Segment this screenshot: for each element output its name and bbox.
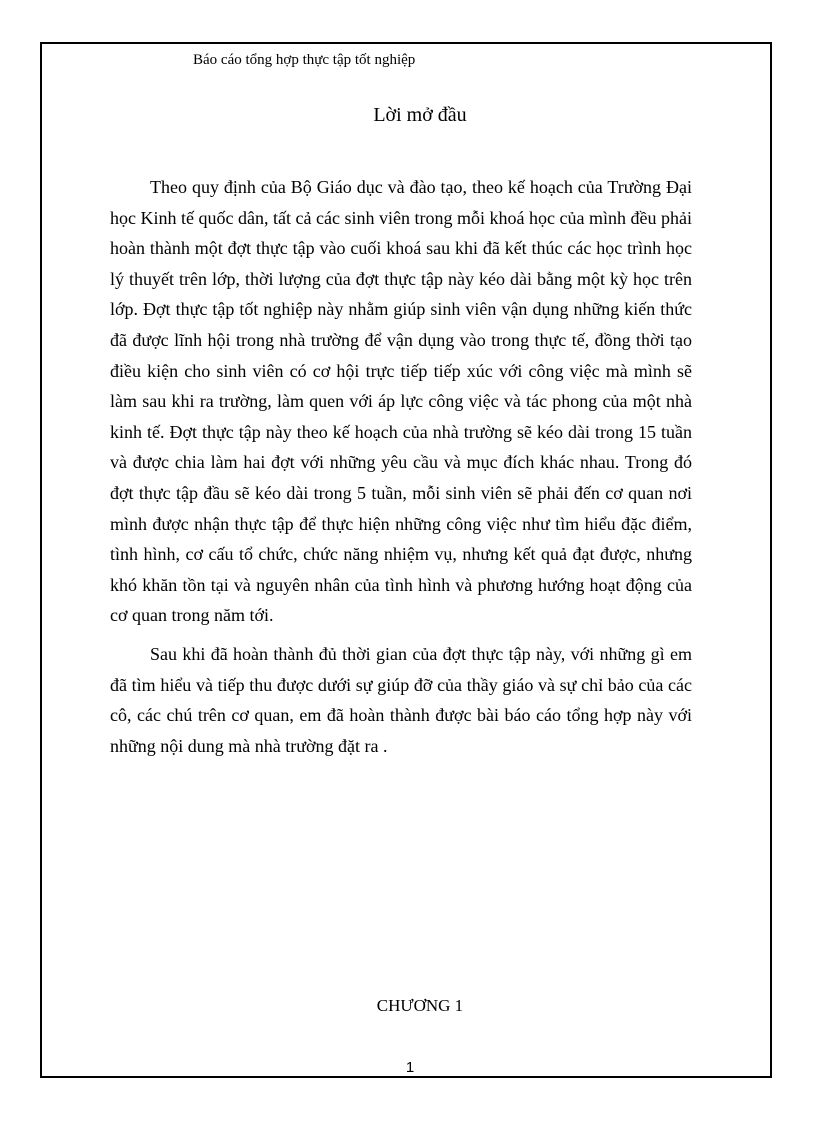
page-number: 1	[405, 1059, 415, 1076]
chapter-heading: CHƯƠNG 1	[376, 996, 464, 1015]
paragraph: Theo quy định của Bộ Giáo dục và đào tạo, theo kế hoạch của Trường Đại học Kinh tế quốc dân, tất cả các sinh viên trong mỗi khoá học của mình đều phải hoàn thành một đợt thực tập vào cuối khoá sau khi đã kết thúc các học trình học lý thuyết trên lớp, thời lượng của đợt thực tập này kéo dài bằng một kỳ học trên lớp. Đợt thực tập tốt nghiệp này nhằm giúp sinh viên vận dụng những kiến thức đã được lĩnh hội trong nhà trường để vận dụng vào trong thực tế, đồng thời tạo điều kiện cho sinh viên có cơ hội trực tiếp tiếp xúc với công việc mà mình sẽ làm sau khi ra trường, làm quen với áp lực công việc và tác phong của một nhà kinh tế. Đợt thực tập này theo kế hoạch của nhà trường sẽ kéo dài trong 15 tuần và được chia làm hai đợt với những yêu cầu và mục đích khác nhau. Trong đó đợt thực tập đầu sẽ kéo dài trong 5 tuần, mỗi sinh viên sẽ phải đến cơ quan nơi mình được nhận thực tập để thực hiện những công việc như tìm hiểu đặc điểm, tình hình, cơ cấu tổ chức, chức năng nhiệm vụ, nhưng kết quả đạt được, nhưng khó khăn tồn tại và nguyên nhân của tình hình và phương hướng hoạt động của cơ quan trong năm tới.	[110, 177, 692, 626]
page-title: Lời mở đầu	[373, 104, 467, 126]
paragraph: Sau khi đã hoàn thành đủ thời gian của đợt thực tập này, với những gì em đã tìm hiểu và tiếp thu được dưới sự giúp đỡ của thầy giáo và sự chỉ bảo của các cô, các chú trên cơ quan, em đã hoàn thành được bài báo cáo tổng hợp này với những nội dung mà nhà trường đặt ra .	[110, 643, 692, 756]
running-header: Báo cáo tổng hợp thực tập tốt nghiệp	[193, 52, 416, 68]
body-text	[110, 172, 692, 761]
